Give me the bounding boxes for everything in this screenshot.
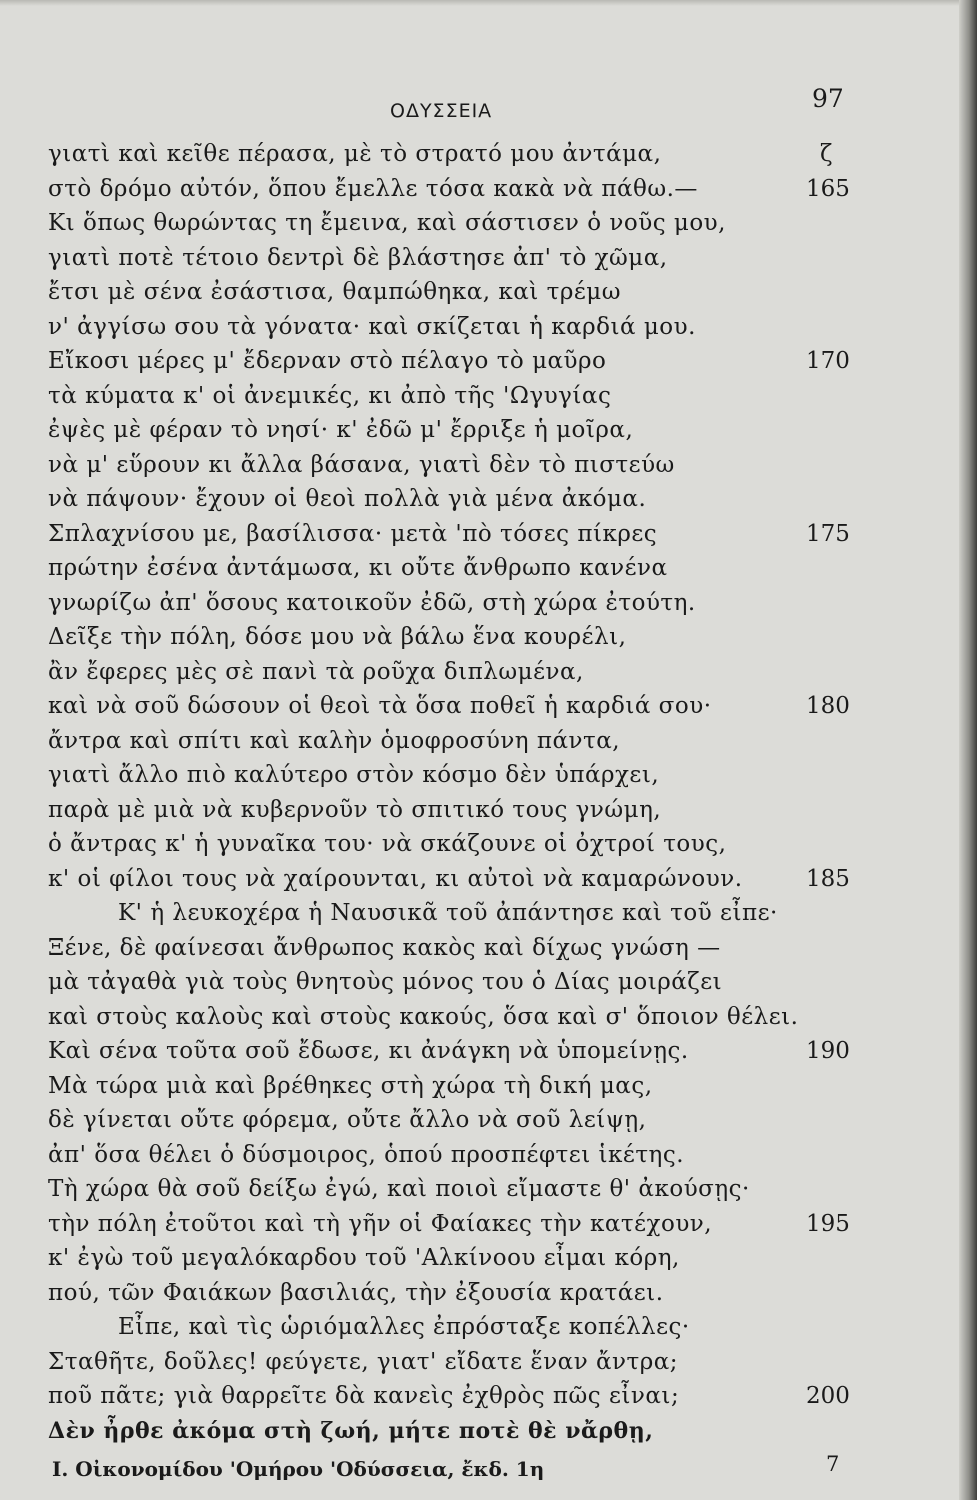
verse-line [0,1138,977,1173]
verse-line [0,1034,977,1069]
verse-line [0,827,977,862]
verse-body [0,137,977,1448]
verse-text: γιατὶ καὶ κεῖθε πέρασα, μὲ τὸ στρατό μου ἀντάμα, [48,141,662,167]
verse-text: Ξένε, δὲ φαίνεσαι ἄνθρωπος κακὸς καὶ δίχως γνώση — [48,934,721,961]
verse-line [0,793,977,828]
line-number: 195 [806,1210,850,1237]
verse-text: Κ' ἡ λευκοχέρα ἡ Ναυσικᾶ τοῦ ἀπάντησε καὶ τοῦ εἶπε· [118,900,778,926]
signature-number: 7 [826,1452,840,1476]
verse-line [0,758,977,793]
verse-text: πρώτην ἐσένα ἀντάμωσα, κι οὔτε ἄνθρωπο κανένα [48,555,668,581]
verse-text: νὰ μ' εὕρουν κι ἄλλα βάσανα, γιατὶ δὲν τὸ πιστεύω [48,451,675,478]
verse-line [0,586,977,621]
line-number: 175 [806,520,850,547]
verse-text: τὴν πόλη ἐτοῦτοι καὶ τὴ γῆν οἱ Φαίακες τὴν κατέχουν, [48,1210,713,1237]
book-letter: ζ [820,141,833,167]
verse-text: Μὰ τώρα μιὰ καὶ βρέθηκες στὴ χώρα τὴ δική μας, [48,1072,653,1099]
verse-line [0,517,977,552]
verse-text: δὲ γίνεται οὔτε φόρεμα, οὔτε ἄλλο νὰ σοῦ λείψῃ, [48,1107,647,1133]
verse-text: Εἶπε, καὶ τὶς ὡριόμαλλες ἐπρόσταξε κοπέλλες· [118,1314,690,1340]
page-top-edge [0,0,977,6]
verse-line [0,448,977,483]
line-number: 200 [806,1383,850,1409]
line-number: 165 [806,175,850,202]
verse-text: Εἴκοσι μέρες μ' ἔδερναν στὸ πέλαγο τὸ μαῦρο [48,348,607,374]
verse-text: Κι ὅπως θωρώντας τη ἔμεινα, καὶ σάστισεν ὁ νοῦς μου, [48,210,726,236]
verse-text: Σπλαχνίσου με, βασίλισσα· μετὰ 'πὸ τόσες πίκρες [48,520,658,547]
verse-text: ὁ ἄντρας κ' ἡ γυναῖκα του· νὰ σκάζουνε οἱ ὀχτροί τους, [48,831,727,857]
verse-text: μὰ τἀγαθὰ γιὰ τοὺς θνητοὺς μόνος του ὁ Δίας μοιράζει [48,969,723,995]
verse-line [0,931,977,966]
verse-line [0,310,977,345]
verse-line [0,965,977,1000]
verse-text: στὸ δρόμο αὐτόν, ὅπου ἔμελλε τόσα κακὰ νὰ πάθω.— [48,175,698,202]
verse-text: ἂν ἔφερες μὲς σὲ πανὶ τὰ ροῦχα διπλωμένα, [48,658,584,685]
verse-line [0,379,977,414]
verse-text: ἀπ' ὅσα θέλει ὁ δύσμοιρος, ὁπού προσπέφτει ἱκέτης. [48,1141,685,1168]
verse-text: ἔτσι μὲ σένα ἐσάστισα, θαμπώθηκα, καὶ τρέμω [48,279,621,305]
verse-line [0,1276,977,1311]
verse-text: νὰ πάψουν· ἔχουν οἱ θεοὶ πολλὰ γιὰ μένα ἀκόμα. [48,486,647,512]
verse-line [0,655,977,690]
verse-line [0,275,977,310]
verse-line [0,896,977,931]
verse-line [0,1379,977,1414]
line-number: 180 [806,693,850,719]
verse-text: ν' ἀγγίσω σου τὰ γόνατα· καὶ σκίζεται ἡ καρδιά μου. [48,313,696,340]
verse-line [0,689,977,724]
verse-text: Σταθῆτε, δοῦλες! φεύγετε, γιατ' εἴδατε ἕναν ἄντρα; [48,1348,679,1375]
verse-text: γνωρίζω ἀπ' ὅσους κατοικοῦν ἐδῶ, στὴ χώρα ἐτούτη. [48,589,696,616]
verse-line [0,1207,977,1242]
line-number: 185 [806,865,850,892]
footer-edition-note: Ι. Οἰκονομίδου 'Ομήρου 'Οδύσσεια, ἔκδ. 1η [52,1457,545,1481]
verse-line [0,206,977,241]
verse-text: Καὶ σένα τοῦτα σοῦ ἔδωσε, κι ἀνάγκη νὰ ὑπομείνῃς. [48,1038,689,1064]
verse-text: καὶ στοὺς καλοὺς καὶ στοὺς κακούς, ὅσα καὶ σ' ὅποιον θέλει. [48,1003,799,1030]
verse-line [0,724,977,759]
page-number: 97 [812,84,844,113]
verse-line [0,862,977,897]
verse-line [0,1241,977,1276]
verse-line [0,551,977,586]
running-header-title: ΟΔΥΣΣΕΙΑ [390,100,493,122]
verse-text: τὰ κύματα κ' οἱ ἀνεμικές, κι ἀπὸ τῆς 'Ωγυγίας [48,382,612,409]
verse-text: γιατὶ ἄλλο πιὸ καλύτερο στὸν κόσμο δὲν ὑπάρχει, [48,762,660,788]
verse-line [0,344,977,379]
verse-text: καὶ νὰ σοῦ δώσουν οἱ θεοὶ τὰ ὅσα ποθεῖ ἡ καρδιά σου· [48,693,712,719]
verse-line [0,620,977,655]
verse-line [0,172,977,207]
verse-line [0,1069,977,1104]
verse-line [0,482,977,517]
line-number: 170 [806,348,850,374]
verse-text: ποῦ πᾶτε; γιὰ θαρρεῖτε δὰ κανεὶς ἐχθρὸς πῶς εἶναι; [48,1383,680,1409]
line-number: 190 [806,1038,850,1064]
verse-line [0,1000,977,1035]
verse-text: Δὲν ἦρθε ἀκόμα στὴ ζωή, μήτε ποτὲ θὲ νἄρθῃ, [48,1417,654,1444]
verse-line [0,1414,977,1449]
verse-text: ἄντρα καὶ σπίτι καὶ καλὴν ὁμοφροσύνη πάντα, [48,727,621,754]
verse-line [0,1103,977,1138]
verse-text: πού, τῶν Φαιάκων βασιλιάς, τὴν ἐξουσία κρατάει. [48,1279,664,1306]
verse-text: κ' οἱ φίλοι τους νὰ χαίρουνται, κι αὐτοὶ νὰ καμαρώνουν. [48,865,743,892]
verse-text: γιατὶ ποτὲ τέτοιο δεντρὶ δὲ βλάστησε ἀπ' τὸ χῶμα, [48,244,668,271]
verse-text: κ' ἐγὼ τοῦ μεγαλόκαρδου τοῦ 'Αλκίνοου εἶμαι κόρη, [48,1245,680,1271]
verse-line [0,137,977,172]
verse-line [0,1345,977,1380]
verse-line [0,1172,977,1207]
verse-text: Τὴ χώρα θὰ σοῦ δείξω ἐγώ, καὶ ποιοὶ εἴμαστε θ' ἀκούσῃς· [48,1176,750,1202]
verse-line [0,413,977,448]
verse-text: παρὰ μὲ μιὰ νὰ κυβερνοῦν τὸ σπιτικό τους γνώμη, [48,796,662,823]
verse-text: ἐψὲς μὲ φέραν τὸ νησί· κ' ἐδῶ μ' ἔρριξε ἡ μοῖρα, [48,417,634,443]
verse-line [0,1310,977,1345]
verse-text: Δεῖξε τὴν πόλη, δόσε μου νὰ βάλω ἕνα κουρέλι, [48,624,627,650]
verse-line [0,241,977,276]
